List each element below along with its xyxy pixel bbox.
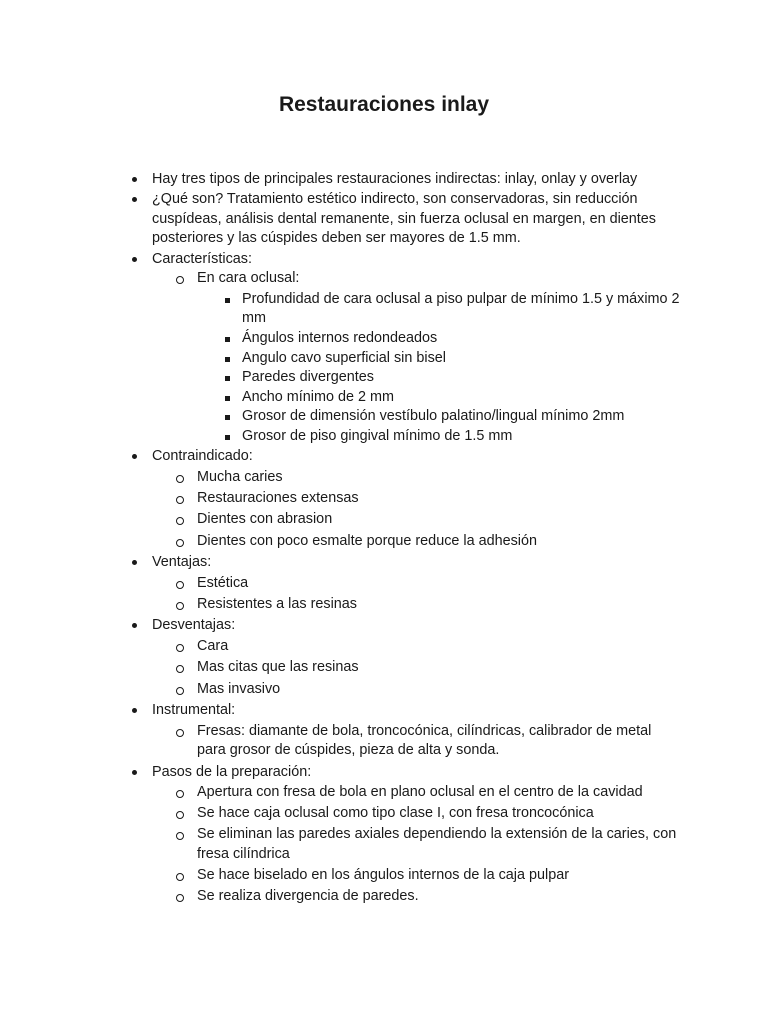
list-item — [124, 250, 684, 447]
sub-list-item — [152, 532, 684, 552]
sub-sub-list-item — [197, 388, 684, 408]
sub-list-item — [152, 722, 684, 761]
sub-sub-list-item — [197, 427, 684, 447]
list-item — [124, 170, 684, 190]
sub-list — [152, 783, 684, 906]
sub-sub-list-item-text: Grosor de piso gingival mínimo de 1.5 mm — [242, 427, 513, 444]
list-item — [124, 701, 684, 761]
sub-list-item-text: Mas citas que las resinas — [197, 659, 359, 676]
sub-list-item-text: Se hace caja oclusal como tipo clase I, con fresa troncocónica — [197, 805, 594, 822]
sub-list-item-text: Se hace biselado en los ángulos internos de la caja pulpar — [197, 867, 570, 884]
list-item-text: Pasos de la preparación: — [152, 763, 312, 780]
sub-sub-list-item-text: Ángulos internos redondeados — [242, 329, 438, 346]
list-item-text: Desventajas: — [152, 617, 236, 634]
list-item — [124, 616, 684, 699]
list-item-text: Contraindicado: — [152, 448, 253, 465]
sub-list-item-text: Apertura con fresa de bola en plano oclusal en el centro de la cavidad — [197, 784, 643, 801]
sub-list-item-text: Dientes con poco esmalte porque reduce la adhesión — [197, 532, 537, 549]
sub-list-item — [152, 887, 684, 907]
sub-list-item-text: Cara — [197, 638, 229, 655]
sub-list-item-text: Fresas: diamante de bola, troncocónica, cilíndricas, calibrador de metal para grosor de cúspides, pieza de alta y sonda. — [197, 722, 652, 759]
sub-list-item — [152, 804, 684, 824]
list-item-text: Características: — [152, 250, 252, 267]
sub-list — [152, 574, 684, 615]
list-item — [124, 447, 684, 551]
sub-list-item — [152, 637, 684, 657]
list-item — [124, 553, 684, 615]
sub-list-item — [152, 595, 684, 615]
sub-sub-list-item — [197, 407, 684, 427]
sub-list-item — [152, 510, 684, 530]
sub-list-item-text: Resistentes a las resinas — [197, 596, 357, 612]
sub-list — [152, 269, 684, 446]
sub-sub-list-item-text: Profundidad de cara oclusal a piso pulpar de mínimo 1.5 y máximo 2 mm — [242, 290, 680, 327]
sub-list-item-text: Se eliminan las paredes axiales dependiendo la extensión de la caries, con fresa cilíndrica — [197, 826, 677, 863]
sub-list-item-text: En cara oclusal: — [197, 270, 300, 287]
sub-list — [152, 722, 684, 761]
sub-sub-list-item — [197, 329, 684, 349]
sub-list — [152, 637, 684, 699]
main-list — [124, 170, 684, 907]
sub-list-item-text: Restauraciones extensas — [197, 490, 359, 507]
sub-list-item-text: Mas invasivo — [197, 680, 281, 697]
sub-list-item-text: Dientes con abrasion — [197, 511, 333, 528]
sub-list — [152, 468, 684, 551]
sub-sub-list-item-text: Paredes divergentes — [242, 369, 374, 386]
document-title: Restauraciones inlay — [278, 93, 490, 116]
sub-list-item — [152, 468, 684, 488]
list-item — [124, 190, 684, 249]
document-body — [124, 170, 684, 907]
sub-sub-list-item-text: Ancho mínimo de 2 mm — [242, 388, 394, 405]
sub-list-item — [152, 489, 684, 509]
sub-sub-list-item — [197, 368, 684, 388]
list-item — [124, 763, 684, 907]
sub-list-item — [152, 825, 684, 864]
list-item-text: Instrumental: — [152, 701, 236, 718]
sub-list-item-text: Estética — [197, 574, 249, 591]
sub-list-item — [152, 783, 684, 803]
list-item-text: Hay tres tipos de principales restauraciones indirectas: inlay, onlay y overlay — [152, 171, 638, 187]
sub-sub-list — [197, 290, 684, 447]
sub-list-item-text: Se realiza divergencia de paredes. — [197, 888, 419, 905]
list-item-text: Ventajas: — [152, 553, 212, 570]
sub-sub-list-item — [197, 290, 684, 329]
sub-list-item — [152, 866, 684, 886]
sub-sub-list-item — [197, 349, 684, 369]
sub-list-item — [152, 658, 684, 678]
sub-list-item — [152, 269, 684, 446]
sub-sub-list-item-text: Angulo cavo superficial sin bisel — [242, 349, 446, 366]
sub-list-item-text: Mucha caries — [197, 469, 283, 486]
sub-sub-list-item-text: Grosor de dimensión vestíbulo palatino/lingual mínimo 2mm — [242, 408, 625, 425]
sub-list-item — [152, 680, 684, 700]
list-item-text: ¿Qué son? Tratamiento estético indirecto, son conservadoras, sin reducción cuspídeas, análisis dental remanente, sin fuerza oclusal en margen, en dientes posteriores y las cúspides deben ser mayores de 1.5 mm. — [152, 191, 656, 247]
sub-list-item — [152, 574, 684, 594]
